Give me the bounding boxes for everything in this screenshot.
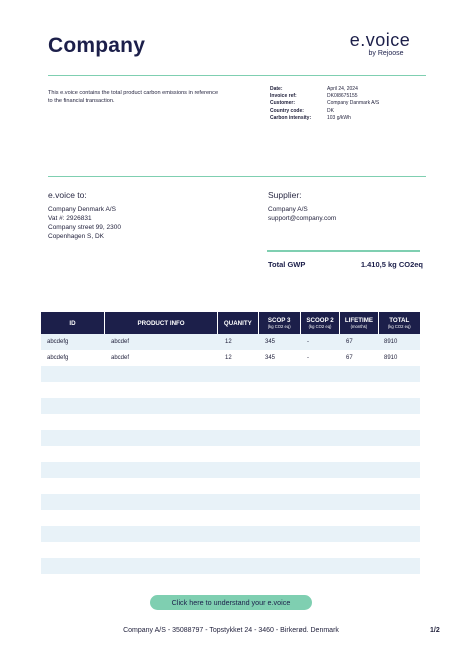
supplier-heading: Supplier: xyxy=(268,190,302,200)
footer-text: Company A/S - 35088797 - Topstykket 24 - 3460 - Birkerød. Denmark xyxy=(123,627,339,634)
understand-evoice-button[interactable]: Click here to understand your e.voice xyxy=(150,595,312,610)
evoice-logo xyxy=(340,31,420,58)
empty-table-row xyxy=(41,414,420,430)
meta-row-country-code xyxy=(270,108,420,115)
supplier-block xyxy=(268,190,418,223)
empty-table-row xyxy=(41,542,420,558)
column-header-label: TOTAL xyxy=(389,316,410,324)
customer-heading: e.voice to: xyxy=(48,190,87,200)
column-header-scope3 xyxy=(259,312,301,334)
table-row xyxy=(41,350,420,366)
column-header-unit: (kg CO2 eq) xyxy=(387,323,411,329)
cell-total: 8910 xyxy=(384,355,398,361)
column-header-label: LIFETIME xyxy=(344,316,374,324)
column-header-unit: (kg CO2 eq) xyxy=(267,323,291,329)
cell-total: 8910 xyxy=(384,339,398,345)
meta-row-customer xyxy=(270,100,420,107)
section-divider xyxy=(48,176,426,177)
empty-table-row xyxy=(41,510,420,526)
table-row xyxy=(41,334,420,350)
cell-product-info: abcdef xyxy=(111,339,130,345)
top-divider xyxy=(48,75,426,76)
column-header-label: SCOOP 2 xyxy=(306,316,334,324)
empty-table-row xyxy=(41,462,420,478)
total-gwp-label: Total GWP xyxy=(268,260,306,269)
logo-tagline: by Rejoose xyxy=(368,50,404,57)
column-header-unit: (kg CO2 eq) xyxy=(308,323,332,329)
meta-key: Carbon intensity: xyxy=(270,114,312,121)
empty-table-row xyxy=(41,382,420,398)
cell-id: abcdefg xyxy=(47,339,69,345)
empty-table-row xyxy=(41,574,420,590)
empty-table-row xyxy=(41,494,420,510)
column-header-scope2 xyxy=(301,312,340,334)
cell-product-info: abcdef xyxy=(111,355,130,361)
cell-quantity: 12 xyxy=(225,339,232,345)
empty-table-row xyxy=(41,558,420,574)
total-gwp-value: 1.410,5 kg CO2eq xyxy=(360,260,423,269)
table-header xyxy=(41,312,420,334)
supplier-line: Company A/S xyxy=(268,206,308,213)
company-title: Company xyxy=(48,34,146,57)
logo-wordmark: e.voice xyxy=(349,30,411,50)
cell-scope3: 345 xyxy=(265,355,276,361)
column-header-label: PRODUCT INFO xyxy=(137,319,185,327)
empty-table-row xyxy=(41,398,420,414)
gwp-divider xyxy=(267,250,420,252)
meta-value: DK0I8675155 xyxy=(327,93,358,100)
empty-table-row xyxy=(41,446,420,462)
column-header-label: ID xyxy=(69,319,76,327)
column-header-label: QUANITY xyxy=(223,319,252,327)
cell-id: abcdefg xyxy=(47,355,69,361)
cell-quantity: 12 xyxy=(225,355,232,361)
supplier-email[interactable]: support@company.com xyxy=(268,215,337,222)
empty-table-row xyxy=(41,366,420,382)
meta-key: Customer: xyxy=(270,100,296,107)
meta-key: Country code: xyxy=(270,107,304,114)
column-header-unit: (months) xyxy=(350,323,368,329)
cell-scope2: - xyxy=(307,355,309,361)
column-header-label: SCOP 3 xyxy=(267,316,291,324)
cell-scope3: 345 xyxy=(265,339,276,345)
meta-value: April 24, 2024 xyxy=(327,86,358,92)
meta-row-date xyxy=(270,86,420,93)
column-header-quantity xyxy=(218,312,258,334)
column-header-product-info xyxy=(105,312,218,334)
customer-line: Company Denmark A/S xyxy=(48,206,116,213)
column-header-id xyxy=(41,312,105,334)
cell-lifetime: 67 xyxy=(346,355,353,361)
page-number: 1/2 xyxy=(430,627,440,634)
meta-key: Invoice ref: xyxy=(270,93,297,100)
empty-table-row xyxy=(41,526,420,542)
meta-value: Company Danmark A/S xyxy=(327,100,380,107)
meta-key: Date: xyxy=(270,86,283,92)
empty-table-row xyxy=(41,478,420,494)
cell-lifetime: 67 xyxy=(346,339,353,345)
meta-row-carbon-intensity xyxy=(270,115,420,122)
cell-scope2: - xyxy=(307,339,309,345)
meta-value: DK xyxy=(327,107,334,114)
invoice-meta xyxy=(270,86,420,122)
emissions-table xyxy=(41,312,420,590)
intro-text: This e.voice contains the total product carbon emissions in reference to the financial transaction. xyxy=(48,90,219,104)
customer-block xyxy=(48,190,228,241)
customer-line: Company street 99, 2300 xyxy=(48,224,121,231)
column-header-lifetime xyxy=(340,312,378,334)
meta-value: 103 g/kWh xyxy=(327,114,351,121)
empty-table-row xyxy=(41,430,420,446)
meta-row-invoice-ref xyxy=(270,93,420,100)
customer-line: Copenhagen S, DK xyxy=(48,233,105,240)
customer-line: Vat #: 2926831 xyxy=(48,215,92,222)
column-header-total xyxy=(379,312,420,334)
